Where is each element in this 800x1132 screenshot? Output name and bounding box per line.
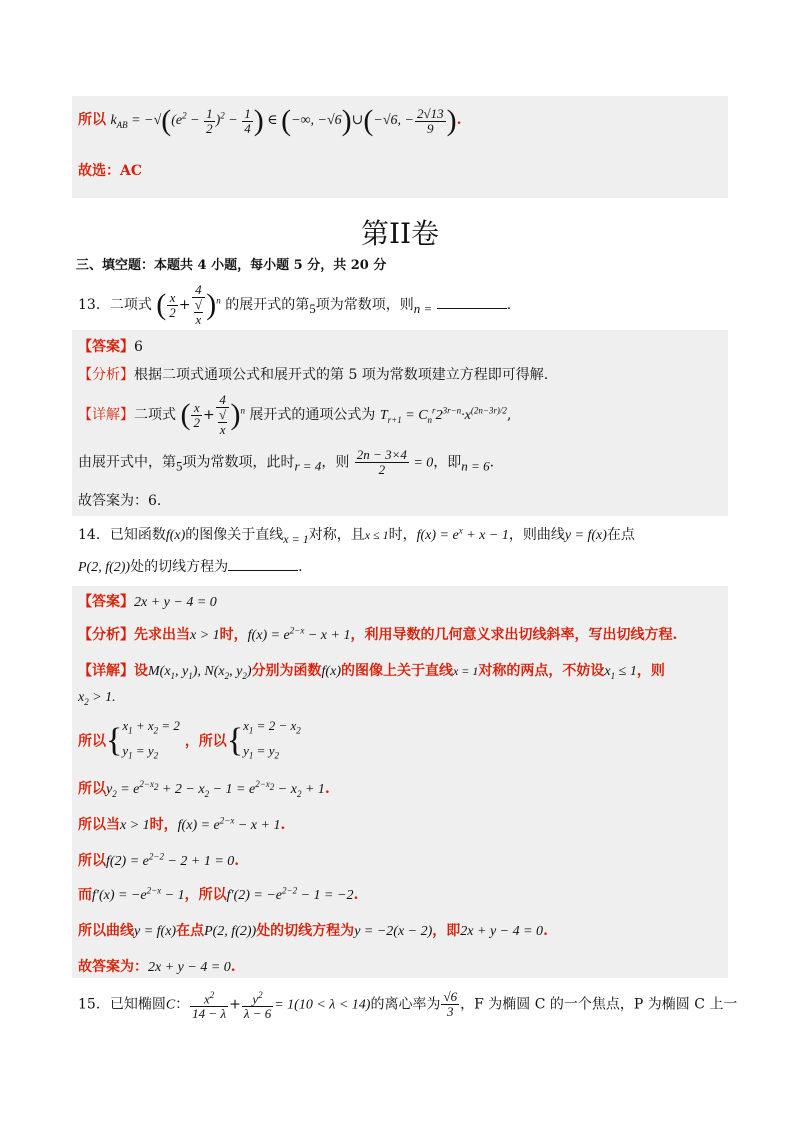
q14-stem-2: P(2, f(2))处的切线方程为 .: [78, 559, 303, 575]
q14-system: 所以{$x_1 + x_2 = 2$ $y_1 = y_2$ ，所以{$x_1 = 2 - x_2$ $y_1 = y_2$: [78, 718, 301, 761]
q14-step-fx: 所以当x > 1时，$f(x) = e^{2-x} - x + 1$.: [78, 815, 286, 833]
q14-step-y2: 所以$y_2 = e^{2-x_2} + 2 - x_2 - 1 = e^{2-x_2} - x_2 + 1$.: [78, 779, 330, 799]
q14-step-derivative: 而$f'(x) = -e^{2-x} - 1$，所以$f'(2) = -e^{2-2} - 1 = -2$.: [78, 885, 359, 903]
k-range-line: 所以 $k_{AB} = -√((e^2$ − $\frac{1}{2}$ )$^2$ − $\frac{1}{4}$ ) ∈ (−∞, −√6)∪(−√6, − $\frac{2√13}{9}$ ).: [78, 104, 462, 137]
q14-final: 故答案为：2x + y − 4 = 0.: [78, 959, 236, 975]
choice-line: 故选：AC: [78, 163, 143, 179]
q14-x2-condition: $x_2 > 1$.: [78, 690, 116, 707]
q14-answer-blank: [228, 558, 298, 571]
q14-step-f2: 所以$f(2) = e^{2-2} - 2 + 1 = 0$.: [78, 851, 240, 869]
q13-answer: 【答案】6: [78, 339, 143, 355]
q13-analysis: 【分析】根据二项式通项公式和展开式的第 5 项为常数项建立方程即可得解.: [78, 367, 549, 383]
q13-stem: 13．二项式 ( $\frac{x}{2}$ + 4 √ x )$^n$ 的展开式的第$_5$项为常数项，则$_{n =}$ .: [78, 282, 512, 327]
q13-answer-blank: [437, 296, 507, 309]
q14-stem-1: 14．已知函数f(x)的图像关于直线$_{x = 1}$对称，且x ≤ 1时，$f(x) = e^x + x - 1$，则曲线y = f(x)在点: [78, 525, 635, 546]
so-label: 所以: [78, 112, 106, 129]
q14-detail: 【详解】设$M(x_1$, $y_1$), $N(x_2$, $y_2$)分别为函数f(x)的图像上关于直线x = 1对称的两点，不妨设$x_1 \le 1$，则: [78, 663, 665, 681]
general-term-formula: $T_{r+1} = C_n^r2^{3r-n}\cdot x^{(2n-3r)/2}$: [379, 405, 507, 425]
q15-stem: 15．已知椭圆C： $\frac{x^2}{14 - \lambda}$ + $\frac{y^2}{\lambda - 6}$ = 1(10 < λ < 14)的离心率为 $\frac{√6}{3}$ ，F 为椭圆 C 的一个焦点，P 为椭圆 C 上一: [78, 989, 738, 1022]
q13-final: 故答案为：6.: [78, 493, 162, 509]
q14-analysis: 【分析】先求出当x > 1时，$f(x) = e^{2-x} - x + 1$，利用导数的几何意义求出切线斜率，写出切线方程.: [78, 625, 678, 643]
section-heading: 三、填空题：本题共 4 小题，每小题 5 分，共 20 分: [76, 258, 387, 273]
q13-detail: 【详解】二项式 ( $\frac{x}{2}$ + 4 √ x )$^n$ 展开式的通项公式为 $T_{r+1} = C_n^r2^{3r-n}\cdot x^{(2n-3r)/2}$,: [78, 392, 512, 437]
q14-answer: 【答案】2x + y − 4 = 0: [78, 594, 217, 610]
k-expression: $k_{AB} = -√((e^2$ − $\frac{1}{2}$ )$^2$ − $\frac{1}{4}$ ) ∈ (−∞, −√6)∪(−√6, − $\frac{2√13}{9}$ ): [110, 104, 457, 137]
q14-step-tangent: 所以曲线y = f(x)在点P(2, f(2))处的切线方程为y = −2(x − 2)，即2x + y − 4 = 0.: [78, 923, 548, 939]
q13-line2: 由展开式中，第$_5$项为常数项，此时$_{r = 4}$，则 $\frac{2n - 3\times 4}{2}$ = 0，即$_{n = 6}$.: [78, 447, 495, 477]
section-title: 第II卷: [360, 217, 440, 250]
